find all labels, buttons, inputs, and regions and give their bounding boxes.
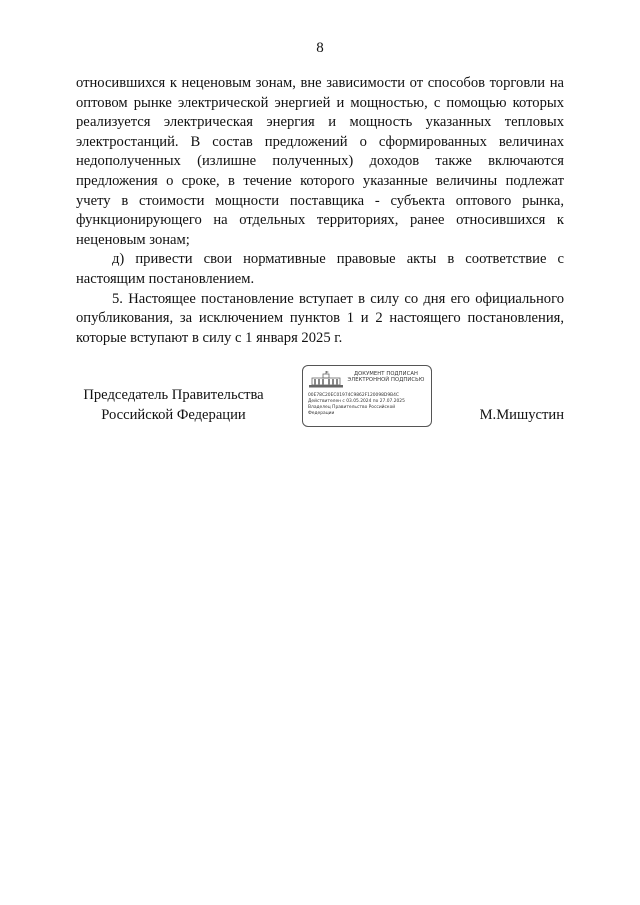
stamp-title	[343, 371, 429, 384]
document-body	[76, 74, 564, 348]
electronic-signature-stamp	[302, 365, 432, 427]
signer-title	[76, 386, 271, 425]
paragraph-item-d: д) привести свои нормативные правовые акты в соответствие с настоящим постановлением.	[76, 251, 564, 287]
signer-name: М.Мишустин	[479, 407, 564, 423]
government-building-icon	[308, 370, 344, 390]
paragraph-clause-5: 5. Настоящее постановление вступает в силу со дня его официального опубликования, за исключением пунктов 1 и 2 настоящего постановления, которые вступают в силу с 1 января 2025 г.	[76, 290, 564, 346]
stamp-title-line-1: ДОКУМЕНТ ПОДПИСАН	[353, 371, 419, 377]
stamp-owner-line-2: Федерации	[308, 411, 335, 416]
signer-title-line-1: Председатель Правительства	[83, 387, 264, 403]
signature-block	[76, 371, 564, 436]
signer-title-line-2: Российской Федерации	[101, 406, 246, 423]
stamp-owner-line-1: Владелец Правительство Российской	[308, 405, 396, 410]
stamp-validity-period: Действителен с 03.05.2024 по 27.07.2025	[308, 399, 405, 404]
paragraph-continuation: относившихся к неценовым зонам, вне зависимости от способов торговли на оптовом рынке электрической энергией и мощностью, с помощью которых реализуется электрическая энергия и мощность указанных тепловых электростанций. В состав предложений о сформированных величинах недополученных (излишне полученных) доходов также включаются предложения о сроке, в течение которого указанные величины подлежат учету в стоимости мощности поставщика - субъекта оптового рынка, функционирующего на отдельных территориях, ранее относившихся к неценовым зонам;	[76, 75, 564, 248]
stamp-title-line-2: ЭЛЕКТРОННОЙ ПОДПИСЬЮ	[347, 377, 425, 384]
page-number: 8	[316, 40, 324, 56]
stamp-certificate-serial: 00E78C20EC01974C9862F120098D9B4C	[308, 393, 399, 398]
